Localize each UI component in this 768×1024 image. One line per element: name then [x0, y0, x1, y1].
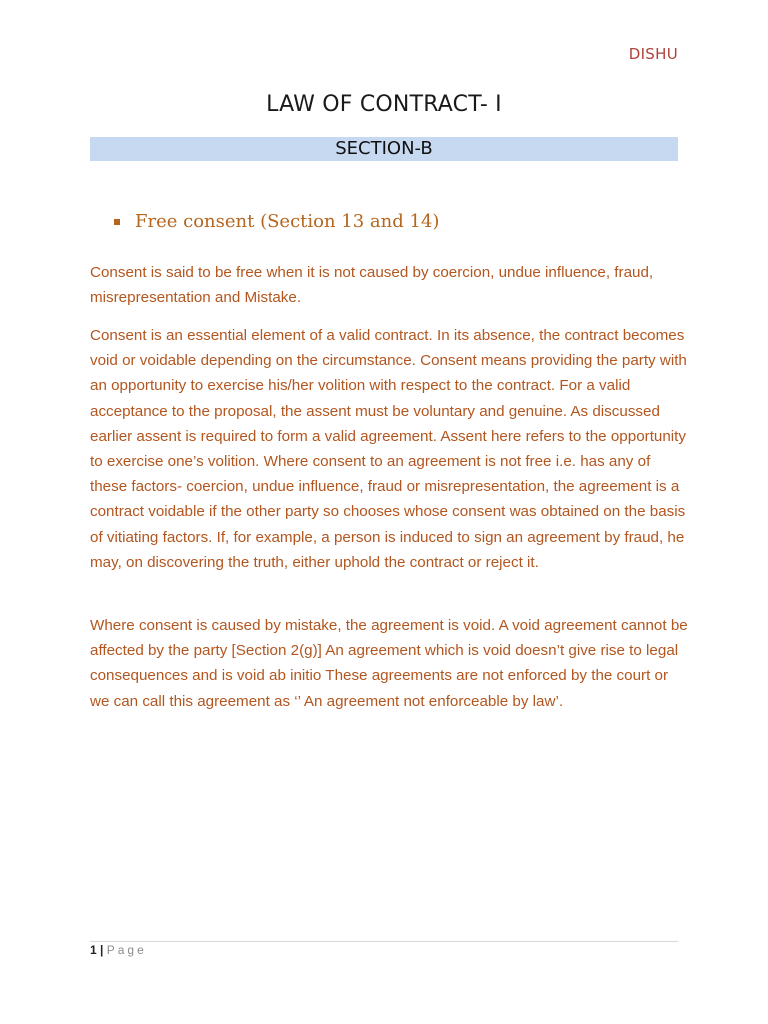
- footer-separator: |: [100, 943, 104, 957]
- paragraph-2: Consent is an essential element of a valid contract. In its absence, the contract becomes void or voidable depending on the circumstance. Consent means providing the party with an opportunity to exercise his/her volition with respect to the contract. For a valid acceptance to the proposal, the assent must be voluntary and genuine. As discussed earlier assent is required to form a valid agreement. Assent here refers to the opportunity to exercise one’s volition. Where consent to an agreement is not free i.e. has any of these factors- coercion, undue influence, fraud or misrepresentation, the agreement is a contract voidable if the other party so chooses whose consent was obtained on the basis of vitiating factors. If, for example, a person is induced to sign an agreement by fraud, he may, on discovering the truth, either uphold the contract or reject it.: [90, 327, 687, 571]
- bullet-item: [114, 211, 439, 232]
- paragraph-1: Consent is said to be free when it is not caused by coercion, undue influence, fraud, misrepresentation and Mistake.: [90, 264, 654, 307]
- section-heading-band: [90, 137, 678, 161]
- header-author-name: DISHU: [628, 45, 678, 63]
- square-bullet-icon: [114, 219, 120, 225]
- section-heading: SECTION-B: [335, 138, 433, 159]
- page-footer: [90, 943, 147, 957]
- page-label: Page: [106, 943, 147, 957]
- footer-divider: [90, 941, 678, 942]
- page-number: 1: [90, 943, 97, 957]
- paragraph-3: Where consent is caused by mistake, the agreement is void. A void agreement cannot be affected by the party [Section 2(g)] An agreement which is void doesn’t give rise to legal consequences and is void ab initio These agreements are not enforced by the court or we can call this agreement as ‘’ An agreement not enforceable by law’.: [90, 617, 688, 710]
- bullet-item-text: Free consent (Section 13 and 14): [135, 211, 440, 232]
- document-title: LAW OF CONTRACT- I: [266, 92, 502, 117]
